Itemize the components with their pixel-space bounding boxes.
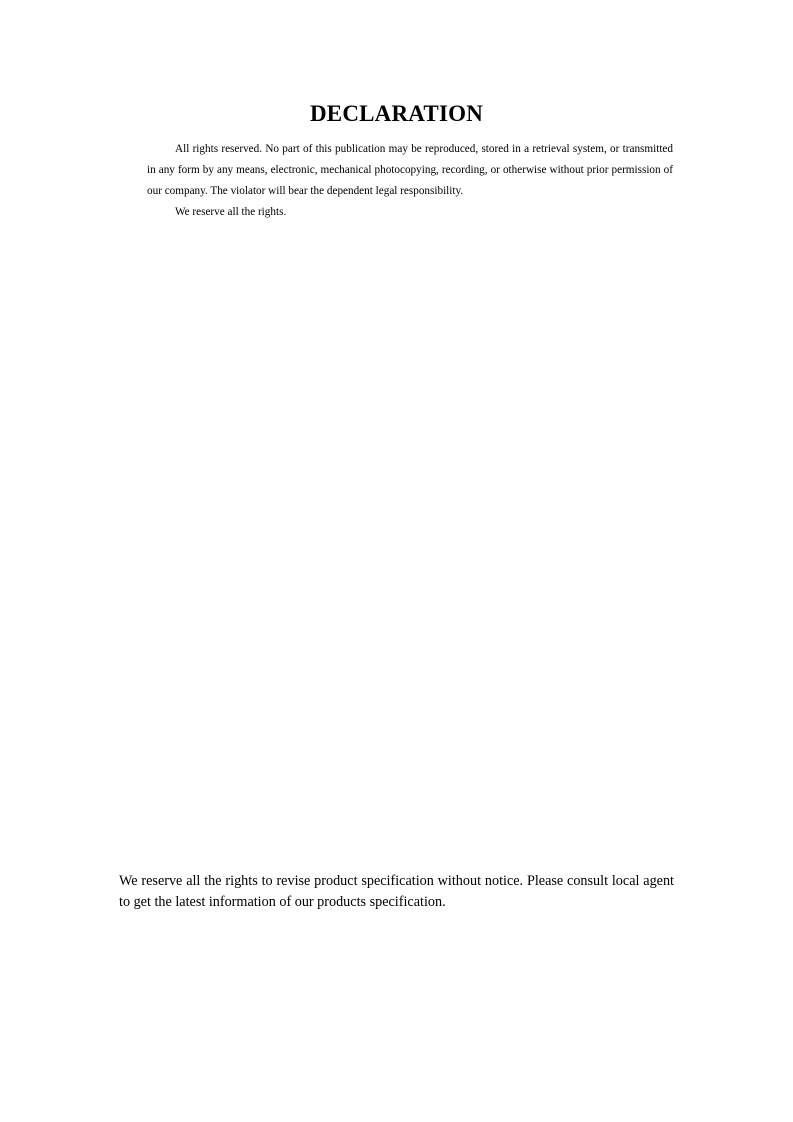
rights-paragraph: All rights reserved. No part of this publication may be reproduced, stored in a retrieval system, or transmitted in any form by any means, electronic, mechanical photocopying, recording, or otherwise without prior permission of our company. The violator will bear the dependent legal responsibility. xyxy=(147,143,673,197)
reserve-rights-paragraph: We reserve all the rights. xyxy=(175,206,287,218)
declaration-body xyxy=(147,139,673,223)
revision-notice: We reserve all the rights to revise product specification without notice. Please consult local agent to get the latest information of our products specification. xyxy=(119,873,674,910)
page-title: DECLARATION xyxy=(309,101,483,126)
